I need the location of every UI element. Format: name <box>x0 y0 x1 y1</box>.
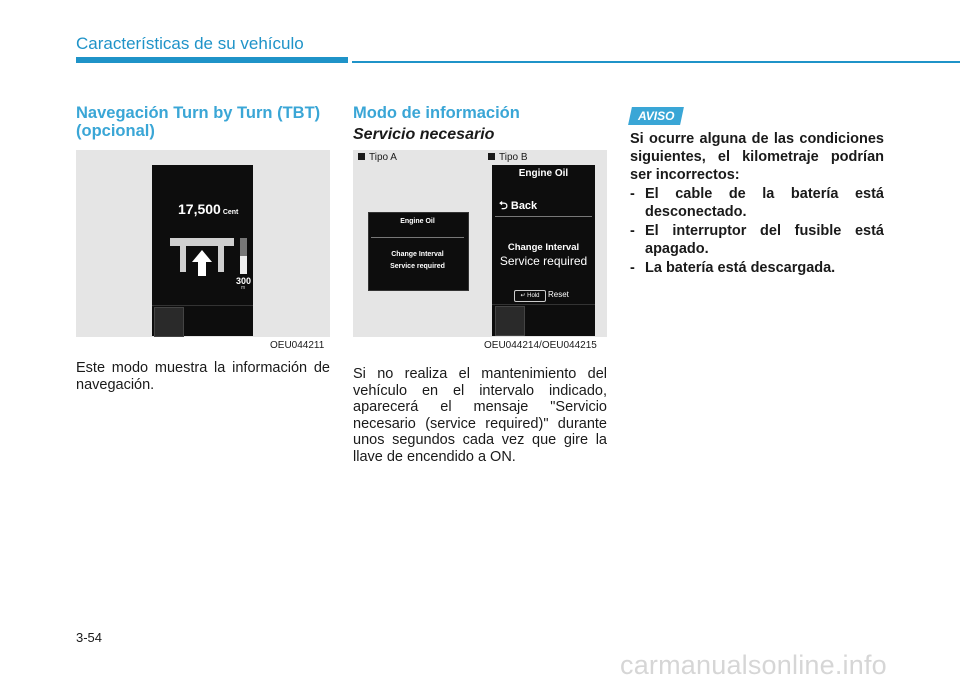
distance-value: 300 <box>236 276 252 286</box>
odometer-readout <box>178 201 238 217</box>
figure-code-tbt: OEU044211 <box>270 340 325 351</box>
notice-box <box>630 130 884 278</box>
tipo-a-line1: Change Interval <box>391 251 444 258</box>
list-item <box>630 222 884 258</box>
navigation-junction-icon <box>166 232 238 278</box>
header-rule <box>352 61 960 63</box>
tipo-b-bottom-divider <box>492 304 595 305</box>
tipo-b-text: Tipo B <box>499 152 528 163</box>
tbt-heading: Navegación Turn by Turn (TBT) (opcional) <box>76 104 321 140</box>
odometer-unit: Cent <box>222 209 239 216</box>
cluster-divider <box>152 305 253 306</box>
distance-bar-fill <box>240 256 247 274</box>
figure-code-service: OEU044214/OEU044215 <box>484 340 597 351</box>
tipo-a-text: Tipo A <box>369 152 397 163</box>
tipo-b-line1: Change Interval <box>507 242 580 253</box>
info-mode-heading: Modo de información <box>353 104 520 122</box>
tipo-a-divider <box>371 237 464 238</box>
service-subheading: Servicio necesario <box>353 126 495 143</box>
list-item <box>630 259 884 277</box>
list-item-text: La batería está descargada. <box>645 260 836 276</box>
tipo-a-line2: Service required <box>390 263 445 270</box>
distance-unit: m <box>241 285 246 291</box>
tipo-a-title: Engine Oil <box>400 218 435 225</box>
reset-label: Reset <box>548 290 569 299</box>
section-title: Características de su vehículo <box>76 34 304 53</box>
tipo-b-divider <box>495 216 592 217</box>
hold-key <box>514 290 546 302</box>
tipo-a-label <box>358 152 397 163</box>
page-number: 3-54 <box>76 630 103 645</box>
aviso-label: AVISO <box>637 109 675 123</box>
tipo-b-label <box>488 152 528 163</box>
odometer-value: 17,500 <box>178 201 221 217</box>
dash-bullet: - <box>630 186 635 202</box>
back-option <box>499 197 537 216</box>
list-item <box>630 185 884 221</box>
hold-label: Hold <box>527 293 540 299</box>
dash-bullet: - <box>630 223 635 239</box>
list-item-text: El cable de la batería está desconectado. <box>645 186 884 220</box>
dash-bullet: - <box>630 260 635 276</box>
tbt-body: Este modo muestra la información de navegación. <box>76 360 330 393</box>
tipo-b-title: Engine Oil <box>518 168 569 179</box>
service-body: Si no realiza el mantenimiento del vehículo en el intervalo indicado, aparecerá el mensaje "Servicio necesario (service required)" durante unos segundos cada vez que gire la llave de encendido a ON. <box>353 366 607 465</box>
notice-list <box>630 185 884 277</box>
notice-intro: Si ocurre alguna de las condiciones siguientes, el kilometraje podrían ser incorrectos: <box>630 131 884 183</box>
aviso-badge <box>628 107 684 125</box>
cluster-softkey <box>154 307 184 337</box>
header-accent-bar <box>76 57 348 63</box>
bullet-square-icon <box>358 153 365 160</box>
list-item-text: El interruptor del fusible está apagado. <box>645 223 884 257</box>
back-label: Back <box>510 200 538 212</box>
back-arrow-icon: ⮌ <box>499 200 511 212</box>
watermark: carmanualsonline.info <box>620 650 887 680</box>
enter-icon: ↵ <box>520 293 528 299</box>
cluster-softkey <box>495 306 525 336</box>
tipo-b-line2: Service required <box>499 254 588 268</box>
bullet-square-icon <box>488 153 495 160</box>
